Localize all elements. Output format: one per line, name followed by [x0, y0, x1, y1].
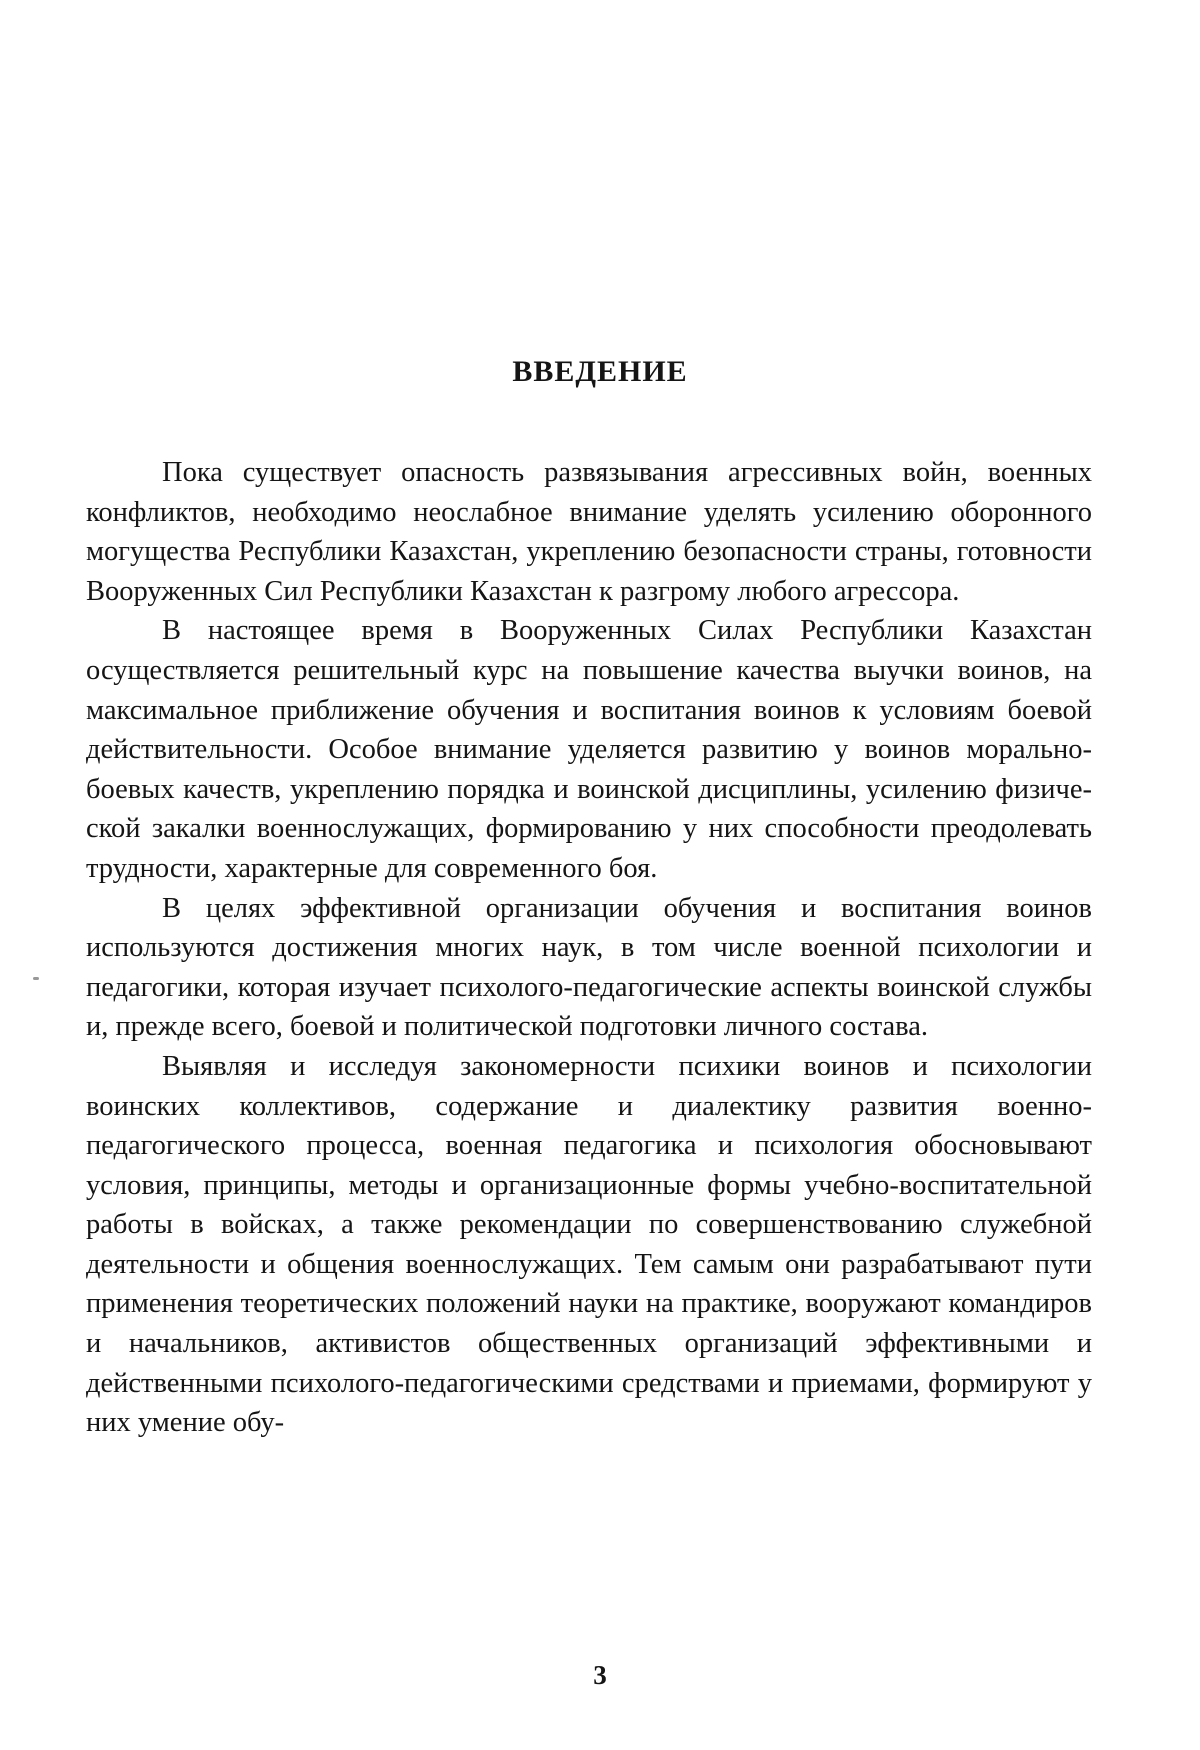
paragraph: В настоящее время в Вооруженных Силах Республики Казахстан осуществляется решительный курс на повышение качества выучки воинов, на максимальное приближение обучения и воспитания воинов к условиям боевой действительности. Особое внимание уделяется развитию у воинов морально-боевых качеств, укреплению порядка и воинской дисциплины, усилению физической закалки военнослужащих, формированию у них способности преодолевать трудности, характерные для современного боя.: [86, 615, 1092, 884]
page-number: 3: [593, 1660, 607, 1690]
body-text: [86, 453, 1092, 1443]
paragraph: В целях эффективной организации обучения и воспитания воинов используются достижения многих наук, в том числе военной психологии и педагогики, которая изучает психолого-педагогические аспекты воинской службы и, прежде всего, боевой и политической подготовки личного состава.: [86, 892, 1092, 1043]
scan-speck: [33, 977, 39, 980]
paragraph: Выявляя и исследуя закономерности психики воинов и психологии воинских коллективов, содержание и диалектику развития военно-педагогического процесса, военная педагогика и психология обосновывают условия, принципы, методы и организационные формы учебно-воспитательной работы в войсках, а также рекомендации по совершенствованию служебной деятельности и общения военнослужащих. Тем самым они разрабатывают пути применения теоретических положений науки на практике, вооружают командиров и начальников, активистов общественных организаций эффективными и действенными психолого-педагогическими средствами и приемами, формируют у них умение обу-: [86, 1050, 1092, 1439]
page-heading: ВВЕДЕНИЕ: [512, 355, 688, 388]
paragraph: Пока существует опасность развязывания агрессивных войн, военных конфликтов, необходимо неослабное внимание уделять усилению оборонного могущества Республики Казахстан, укреплению безопасности страны, готовности Вооруженных Сил Республики Казахстан к разгрому любого агрессора.: [86, 457, 1092, 607]
